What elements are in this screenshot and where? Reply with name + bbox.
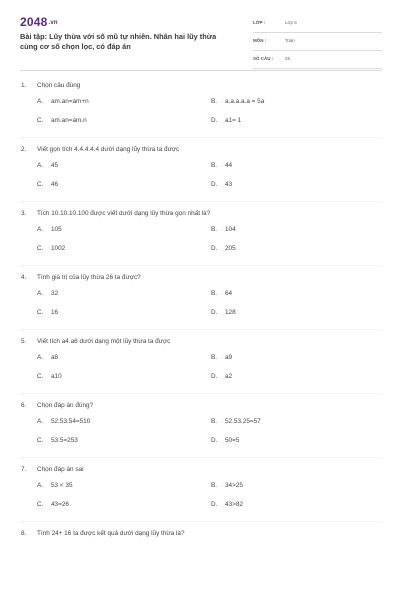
question-block	[20, 78, 382, 138]
option-row	[20, 476, 382, 495]
option-text: 44	[225, 162, 233, 169]
option-text: 52.53.25=57	[225, 418, 261, 425]
answer-option[interactable]	[37, 162, 58, 169]
question-block	[20, 206, 382, 266]
option-letter: D.	[211, 501, 218, 508]
answer-option[interactable]	[211, 501, 243, 508]
option-row	[20, 431, 382, 450]
question-text: Chọn đáp án sai	[37, 466, 84, 473]
question-block	[20, 270, 382, 330]
answer-option[interactable]	[211, 117, 241, 124]
answer-option[interactable]	[37, 226, 62, 233]
option-text: 128	[225, 309, 236, 316]
option-text: 1002	[51, 245, 66, 252]
meta-row-class	[253, 17, 382, 33]
option-letter: B.	[211, 354, 218, 361]
option-letter: A.	[37, 290, 44, 297]
option-letter: B.	[211, 482, 218, 489]
question-number: 6.	[21, 402, 27, 409]
question-number: 5.	[21, 338, 27, 345]
meta-label: MÔN :	[253, 38, 267, 43]
question-separator	[20, 514, 382, 522]
question-text: Chọn đáp án đúng?	[37, 402, 94, 409]
question-stem	[20, 526, 382, 540]
option-letter: D.	[211, 245, 218, 252]
option-letter: A.	[37, 418, 44, 425]
option-text: 52.53.54=510	[51, 418, 91, 425]
site-logo[interactable]	[20, 15, 58, 29]
option-letter: B.	[211, 290, 218, 297]
option-letter: C.	[37, 117, 44, 124]
answer-option[interactable]	[37, 245, 65, 252]
option-letter: C.	[37, 501, 44, 508]
question-text: Tích 10.10.10.100 được viết dưới dạng lũy thừa gọn nhất là?	[37, 210, 211, 217]
option-row	[20, 156, 382, 175]
option-letter: C.	[37, 181, 44, 188]
option-text: a2	[225, 373, 233, 380]
option-row	[20, 367, 382, 386]
option-letter: B.	[211, 226, 218, 233]
answer-option[interactable]	[37, 482, 73, 489]
meta-label: SỐ CÂU :	[253, 56, 274, 61]
option-letter: B.	[211, 98, 218, 105]
answer-option[interactable]	[211, 482, 243, 489]
question-separator	[20, 194, 382, 202]
option-letter: A.	[37, 482, 44, 489]
option-letter: A.	[37, 354, 44, 361]
meta-value: 25	[285, 56, 291, 61]
option-text: 34>25	[225, 482, 243, 489]
option-letter: C.	[37, 245, 44, 252]
question-number: 2.	[21, 146, 27, 153]
option-text: a8	[51, 354, 59, 361]
question-stem	[20, 334, 382, 348]
option-letter: D.	[211, 437, 218, 444]
answer-option[interactable]	[37, 373, 62, 380]
option-letter: C.	[37, 373, 44, 380]
question-separator	[20, 386, 382, 394]
answer-option[interactable]	[211, 245, 236, 252]
option-text: 205	[225, 245, 236, 252]
option-text: 50=5	[225, 437, 240, 444]
option-letter: D.	[211, 309, 218, 316]
answer-option[interactable]	[37, 354, 58, 361]
option-letter: B.	[211, 162, 218, 169]
answer-option[interactable]	[37, 437, 78, 444]
answer-option[interactable]	[37, 290, 58, 297]
question-number: 4.	[21, 274, 27, 281]
meta-row-subject	[253, 35, 382, 51]
answer-option[interactable]	[37, 181, 58, 188]
option-text: 53 < 35	[51, 482, 73, 489]
question-text: Tính 24+ 16 ta được kết quả dưới dạng lũy thừa là?	[37, 530, 185, 537]
option-row	[20, 303, 382, 322]
option-row	[20, 175, 382, 194]
question-separator	[20, 130, 382, 138]
meta-info	[253, 17, 382, 71]
option-row	[20, 220, 382, 239]
question-block	[20, 142, 382, 202]
answer-option[interactable]	[211, 437, 239, 444]
answer-option[interactable]	[37, 418, 90, 425]
option-text: a.a.a.a.a = 5a	[225, 98, 265, 105]
option-row	[20, 412, 382, 431]
option-text: 43>82	[225, 501, 243, 508]
question-block	[20, 334, 382, 394]
meta-row-count	[253, 53, 382, 69]
question-text: Viết gọn tích 4.4.4.4.4 dưới dạng lũy thừa ta được	[37, 146, 180, 153]
logo-text: 2048	[20, 15, 48, 29]
option-letter: C.	[37, 309, 44, 316]
option-text: 64	[225, 290, 233, 297]
question-stem	[20, 78, 382, 92]
meta-value: Toán	[285, 38, 295, 43]
question-block	[20, 398, 382, 458]
question-separator	[20, 258, 382, 266]
logo-suffix: .vn	[48, 19, 58, 26]
header-divider	[20, 70, 382, 71]
question-stem	[20, 462, 382, 476]
answer-option[interactable]	[37, 501, 69, 508]
option-text: 46	[51, 181, 59, 188]
question-text: Chọn câu đúng	[37, 82, 81, 89]
option-letter: D.	[211, 373, 218, 380]
option-text: a10	[51, 373, 62, 380]
answer-option[interactable]	[211, 418, 261, 425]
answer-option[interactable]	[37, 98, 89, 105]
option-text: 43	[225, 181, 233, 188]
page-title: Bài tập: Lũy thừa với số mũ tự nhiên. Nhân hai lũy thừa cùng cơ số chọn lọc, có đáp án	[20, 32, 217, 51]
question-list	[20, 78, 382, 540]
option-letter: A.	[37, 162, 44, 169]
answer-option[interactable]	[211, 354, 232, 361]
answer-option[interactable]	[211, 290, 232, 297]
question-text: Tính giá trị của lũy thừa 26 ta được?	[37, 274, 141, 281]
option-text: am.an=am+n	[51, 98, 89, 105]
option-text: a1= 1	[225, 117, 242, 124]
option-letter: D.	[211, 181, 218, 188]
question-number: 7.	[21, 466, 27, 473]
option-row	[20, 348, 382, 367]
option-text: 43=26	[51, 501, 69, 508]
question-stem	[20, 398, 382, 412]
question-stem	[20, 270, 382, 284]
answer-option[interactable]	[211, 162, 232, 169]
option-text: a9	[225, 354, 233, 361]
option-row	[20, 495, 382, 514]
option-letter: C.	[37, 437, 44, 444]
option-text: 16	[51, 309, 59, 316]
meta-value: Lớp 6	[285, 20, 297, 25]
question-separator	[20, 450, 382, 458]
option-text: 32	[51, 290, 59, 297]
option-text: 45	[51, 162, 59, 169]
question-number: 8.	[21, 530, 27, 537]
question-block	[20, 462, 382, 522]
answer-option[interactable]	[37, 309, 58, 316]
question-stem	[20, 206, 382, 220]
option-row	[20, 92, 382, 111]
answer-option[interactable]	[37, 117, 87, 124]
option-text: 105	[51, 226, 62, 233]
answer-option[interactable]	[211, 226, 236, 233]
option-text: 104	[225, 226, 236, 233]
option-text: 53.5=253	[51, 437, 78, 444]
answer-option[interactable]	[211, 373, 232, 380]
option-letter: A.	[37, 98, 44, 105]
meta-label: LỚP :	[253, 20, 266, 25]
question-block	[20, 526, 382, 540]
option-letter: A.	[37, 226, 44, 233]
option-row	[20, 111, 382, 130]
answer-option[interactable]	[211, 181, 232, 188]
question-number: 1.	[21, 82, 27, 89]
question-text: Viết tích a4.a6 dưới dạng một lũy thừa ta được	[37, 338, 171, 345]
answer-option[interactable]	[211, 98, 264, 105]
answer-option[interactable]	[211, 309, 236, 316]
option-text: am.an=am.n	[51, 117, 87, 124]
option-letter: D.	[211, 117, 218, 124]
option-letter: B.	[211, 418, 218, 425]
option-row	[20, 239, 382, 258]
question-number: 3.	[21, 210, 27, 217]
option-row	[20, 284, 382, 303]
question-stem	[20, 142, 382, 156]
worksheet-header	[20, 14, 382, 64]
question-separator	[20, 322, 382, 330]
